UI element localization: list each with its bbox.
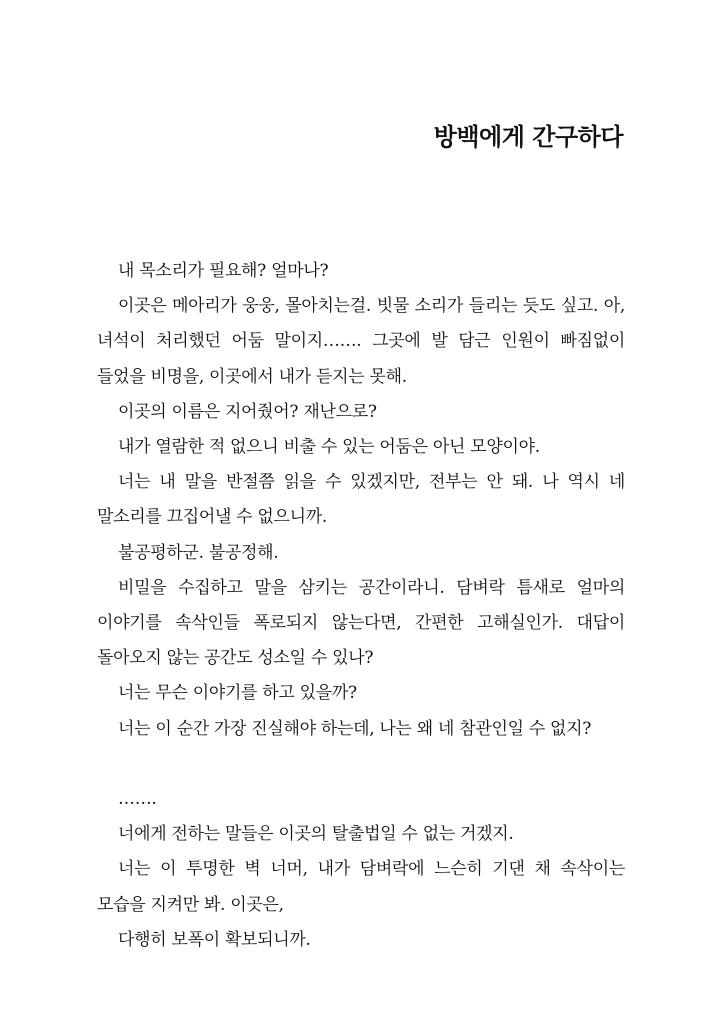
paragraph: 비밀을 수집하고 말을 삼키는 공간이라니. 담벼락 틈새로 얼마의 이야기를 속삭인들 폭로되지 않는다면, 간편한 고해실인가. 대답이 돌아오지 않는 공간도 성소일 수 있나?: [97, 577, 625, 669]
paragraph: 내 목소리가 필요해? 얼마나?: [118, 261, 329, 281]
paragraph: 너는 무슨 이야기를 하고 있을까?: [118, 683, 357, 704]
paragraph: 불공평하군. 불공정해.: [118, 542, 279, 563]
body-text: [97, 254, 625, 958]
paragraph: 이곳의 이름은 지어줬어? 재난으로?: [118, 401, 377, 422]
paragraph: 너는 내 말을 반절쯤 읽을 수 있겠지만, 전부는 안 돼. 나 역시 네 말소리를 끄집어낼 수 없으니까.: [97, 472, 625, 528]
paragraph: 다행히 보폭이 확보되니까.: [118, 929, 311, 950]
paragraph: 이곳은 메아리가 웅웅, 몰아치는걸. 빗물 소리가 들리는 듯도 싶고. 아, 녀석이 처리했던 어둠 말이지……. 그곳에 발 담근 인원이 빠짐없이 들었을 비명을, 이곳에서 내가 듣지는 못해.: [97, 296, 625, 387]
paragraph: 너는 이 순간 가장 진실해야 하는데, 나는 왜 네 참관인일 수 없지?: [118, 718, 592, 739]
paragraph: …….: [118, 789, 157, 810]
chapter-title: 방백에게 간구하다: [433, 123, 623, 151]
paragraph: 내가 열람한 적 없으니 비출 수 있는 어둠은 아닌 모양이야.: [118, 437, 540, 458]
blank-line: [97, 747, 625, 782]
paragraph: 너는 이 투명한 벽 너머, 내가 담벼락에 느슨히 기댄 채 속삭이는 모습을 지켜만 봐. 이곳은,: [97, 859, 625, 915]
paragraph: 너에게 전하는 말들은 이곳의 탈출법일 수 없는 거겠지.: [118, 824, 514, 845]
